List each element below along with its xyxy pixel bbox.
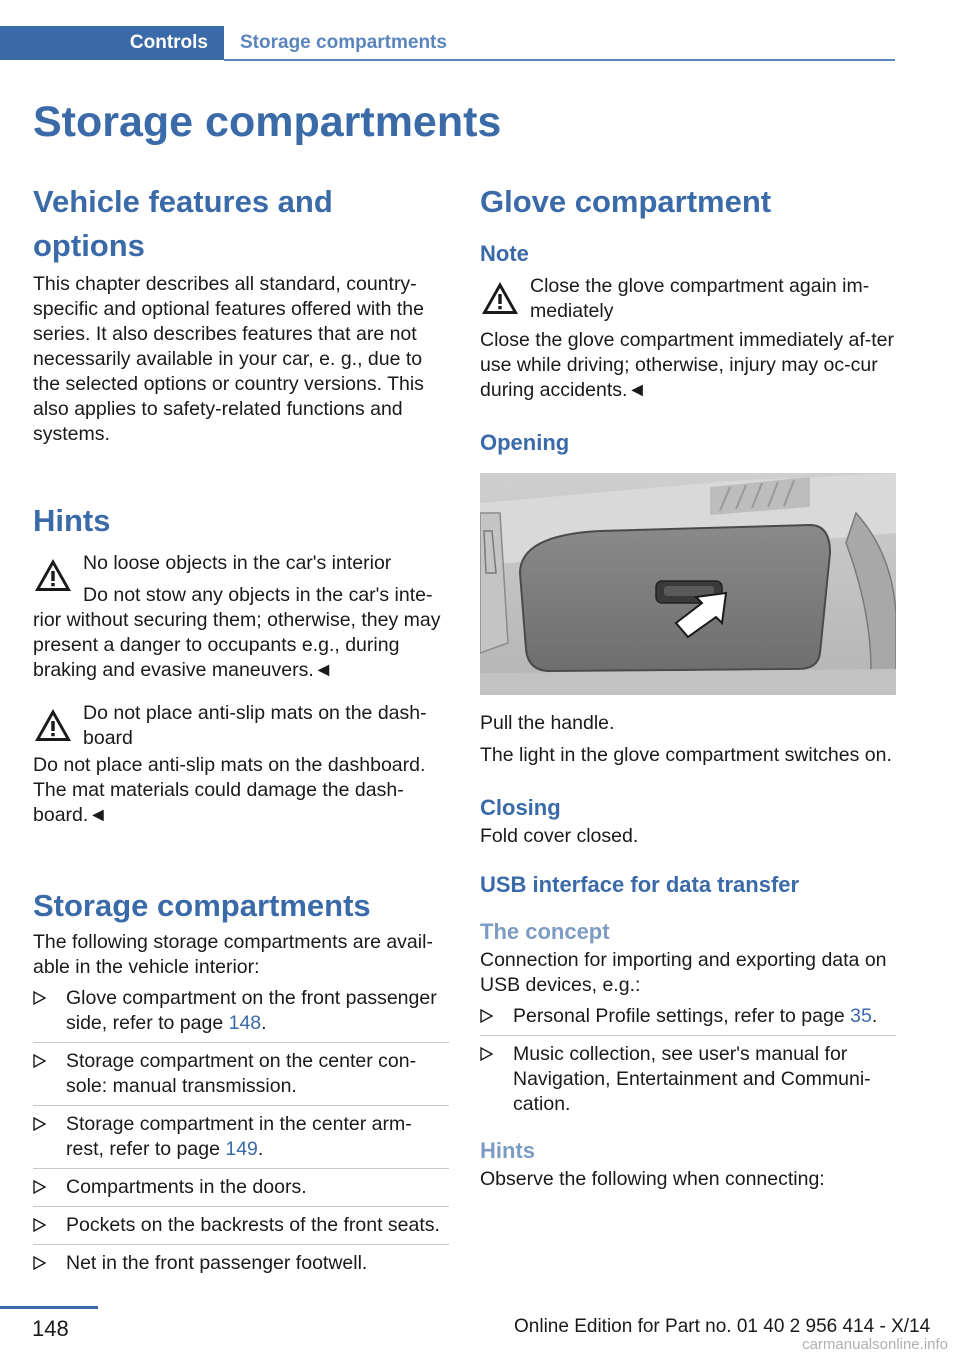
- footer-edition: Online Edition for Part no. 01 40 2 956 414 - X/14: [514, 1316, 931, 1337]
- warning-anti-slip-mats-body: Do not place anti-slip mats on the dashboard. The mat materials could damage the dash-board.◄: [33, 754, 426, 826]
- page-link[interactable]: 149: [225, 1138, 258, 1160]
- list-item: Music collection, see user's manual for Navigation, Entertainment and Communi-cation.: [480, 1042, 896, 1123]
- list-item: Storage compartment in the center arm-rest, refer to page 149.: [33, 1112, 449, 1169]
- closing-body: Fold cover closed.: [480, 825, 639, 847]
- chapter-tab[interactable]: Controls: [0, 26, 224, 60]
- usb-list: [480, 1004, 896, 1123]
- heading-hints: Hints: [33, 503, 111, 538]
- storage-list: [33, 986, 449, 1282]
- warning-triangle-icon: [33, 707, 73, 743]
- triangle-bullet-icon: [33, 1180, 46, 1194]
- warning-close-glove: [480, 274, 896, 330]
- warning-loose-objects-body: rior without securing them; otherwise, they may present a danger to occupants e.g., during braking and evasive maneuvers.◄: [33, 609, 441, 681]
- heading-storage-compartments: Storage compartments: [33, 888, 371, 923]
- left-column: [33, 180, 449, 1288]
- triangle-bullet-icon: [480, 1047, 493, 1061]
- warning-loose-objects: [33, 551, 449, 608]
- warning-close-glove-body: Close the glove compartment immediately af-ter use while driving; otherwise, injury may oc-cur during accidents.◄: [480, 329, 895, 401]
- triangle-bullet-icon: [480, 1009, 493, 1023]
- heading-glove-compartment: Glove compartment: [480, 184, 772, 219]
- opening-step-light: The light in the glove compartment switches on.: [480, 744, 892, 766]
- heading-note: Note: [480, 241, 529, 266]
- list-item: Pockets on the backrests of the front seats.: [33, 1213, 449, 1245]
- running-header: [0, 26, 895, 62]
- warning-loose-objects-body-start: Do not stow any objects in the car's inte-: [83, 584, 433, 606]
- header-rule: [224, 59, 895, 61]
- page-number: 148: [32, 1316, 69, 1341]
- heading-usb-hints: Hints: [480, 1138, 535, 1163]
- page-link[interactable]: 35: [850, 1005, 872, 1027]
- triangle-bullet-icon: [33, 1256, 46, 1270]
- section-tab[interactable]: Storage compartments: [240, 32, 447, 53]
- warning-triangle-icon: [33, 557, 73, 593]
- list-item: Personal Profile settings, refer to page 35.: [480, 1004, 896, 1036]
- storage-intro: The following storage compartments are avail-able in the vehicle interior:: [33, 931, 433, 978]
- warning-triangle-icon: [480, 280, 520, 316]
- watermark: carmanualsonline.info: [802, 1336, 948, 1353]
- list-item: Compartments in the doors.: [33, 1175, 449, 1207]
- opening-step-pull-handle: Pull the handle.: [480, 712, 615, 734]
- warning-anti-slip-mats-title: Do not place anti-slip mats on the dash-board: [83, 702, 427, 749]
- vehicle-features-body: This chapter describes all standard, country-specific and optional features offered with the series. It also describes features that are not necessarily available in your car, e. g., due to the selected options or country versions. This also applies to safety-related functions and systems.: [33, 273, 424, 445]
- right-column: [480, 180, 896, 1192]
- concept-body: Connection for importing and exporting data on USB devices, e.g.:: [480, 949, 887, 996]
- page-title: Storage compartments: [33, 98, 502, 146]
- warning-anti-slip-mats: [33, 701, 449, 757]
- list-item: Net in the front passenger footwell.: [33, 1251, 449, 1282]
- footer-rule: [0, 1306, 98, 1309]
- warning-loose-objects-title: No loose objects in the car's interior: [83, 552, 392, 574]
- warning-close-glove-title: Close the glove compartment again im-mediately: [530, 275, 870, 322]
- triangle-bullet-icon: [33, 1117, 46, 1131]
- heading-closing: Closing: [480, 795, 561, 820]
- triangle-bullet-icon: [33, 991, 46, 1005]
- list-item: Glove compartment on the front passenger side, refer to page 148.: [33, 986, 449, 1043]
- list-item: Storage compartment on the center con-sole: manual transmission.: [33, 1049, 449, 1106]
- heading-vehicle-features: Vehicle features and options: [33, 184, 333, 263]
- heading-the-concept: The concept: [480, 919, 610, 944]
- triangle-bullet-icon: [33, 1218, 46, 1232]
- heading-opening: Opening: [480, 430, 570, 455]
- heading-usb-interface: USB interface for data transfer: [480, 872, 800, 897]
- usb-hints-body: Observe the following when connecting:: [480, 1168, 825, 1190]
- triangle-bullet-icon: [33, 1054, 46, 1068]
- glove-compartment-illustration: [480, 473, 896, 695]
- page-link[interactable]: 148: [228, 1012, 262, 1034]
